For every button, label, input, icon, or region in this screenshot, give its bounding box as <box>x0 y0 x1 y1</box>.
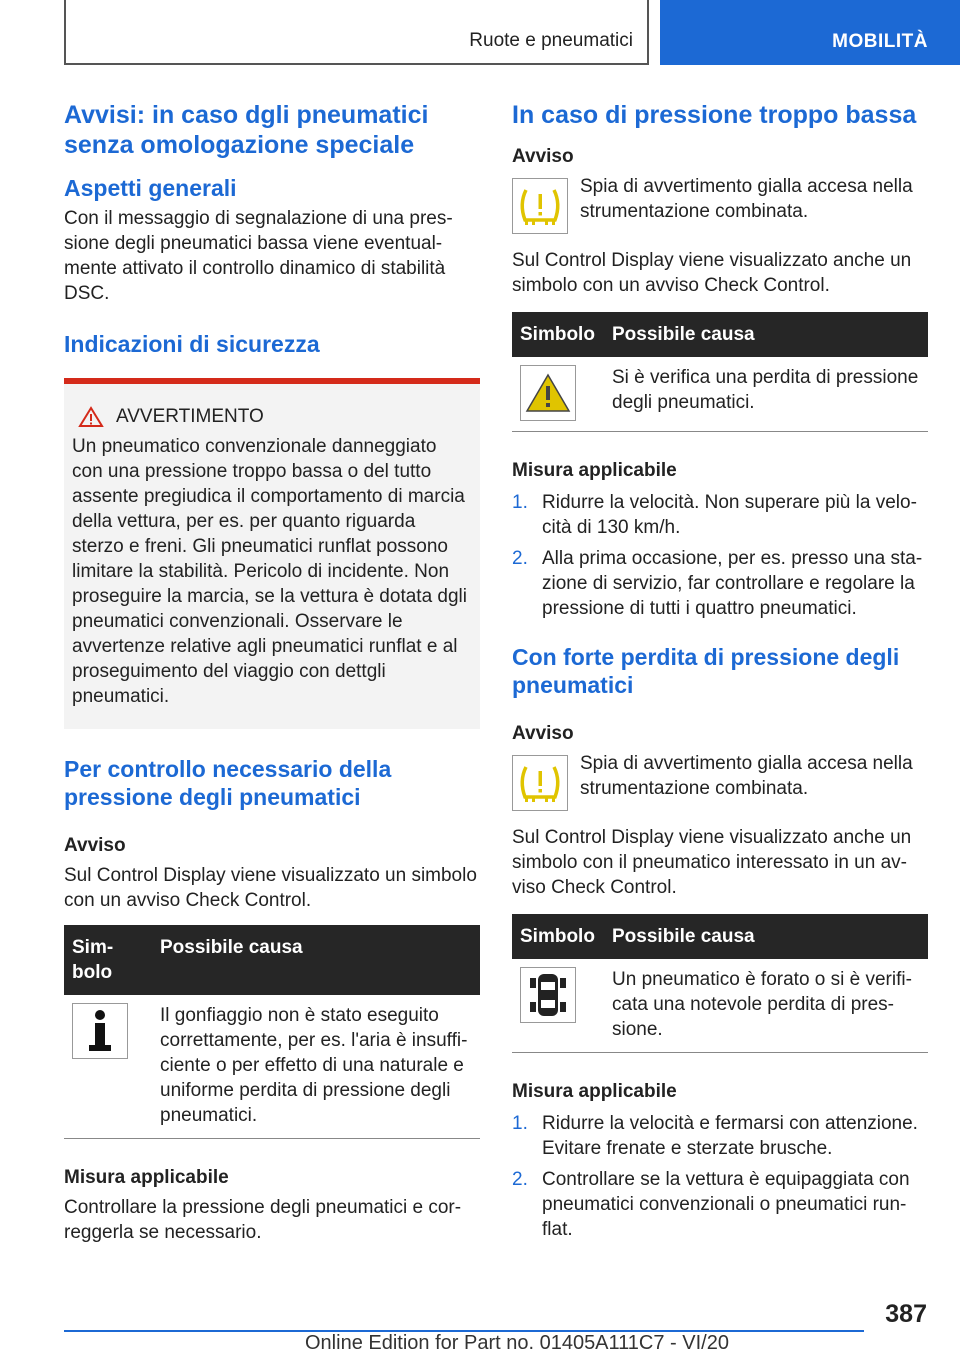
table-header-cause: Possibile causa <box>604 914 928 959</box>
list-item: 2. Alla prima occasione, per es. presso una sta-zione di servizio, far controllare e regolare la pressione di tutti i quattro pneumatici. <box>512 548 923 619</box>
list-item: 2. Controllare se la vettura è equipaggiata con pneumatici convenzionali o pneumatici run-flat. <box>512 1169 910 1240</box>
table-row <box>64 995 480 1139</box>
warning-yellow-icon <box>520 365 576 421</box>
symbol-table-low <box>512 312 928 432</box>
footer-edition: Online Edition for Part no. 01405A111C7 - VI/20 <box>305 1332 729 1354</box>
table-row <box>512 357 928 432</box>
symbol-table-loss <box>512 914 928 1053</box>
list-item: 1. Ridurre la velocità e fermarsi con attenzione. Evitare frenate e sterzate brusche. <box>512 1113 918 1159</box>
measure-text: Controllare la pressione degli pneumatici e cor-reggerla se necessario. <box>64 1197 462 1243</box>
lamp-text-1: Spia di avvertimento gialla accesa nella strumentazione combinata. <box>580 176 913 222</box>
left-column <box>64 100 480 1245</box>
general-heading: Aspetti generali <box>64 175 237 201</box>
loss-heading: Con forte perdita di pressione degli pneumatici <box>512 644 900 698</box>
warning-box <box>64 378 480 729</box>
notice-text: Sul Control Display viene visualizzato un simbolo con un avviso Check Control. <box>64 865 477 911</box>
table-header-cause: Possibile causa <box>604 312 928 357</box>
symbol-table-info <box>64 925 480 1139</box>
tire-pressure-lamp-icon <box>512 178 568 234</box>
warning-label: AVVERTIMENTO <box>116 406 264 427</box>
page-number: 387 <box>885 1300 927 1328</box>
safety-heading: Indicazioni di sicurezza <box>64 331 320 357</box>
notice-label-1: Avviso <box>512 146 574 167</box>
list-item: 1. Ridurre la velocità. Non superare più la velo-cità di 130 km/h. <box>512 492 917 538</box>
check-heading: Per controllo necessario della pressione degli pneumatici <box>64 756 392 810</box>
tire-pressure-lamp-icon <box>512 755 568 811</box>
table-header-symbol: Sim-bolo <box>64 925 152 995</box>
right-column <box>512 100 928 1248</box>
notice-label: Avviso <box>64 835 126 856</box>
lamp-text-2: Spia di avvertimento gialla accesa nella strumentazione combinata. <box>580 753 913 799</box>
table-cell-cause: Si è verifica una perdita di pressione degli pneumatici. <box>604 357 928 432</box>
info-icon <box>72 1003 128 1059</box>
page-title: Avvisi: in caso dgli pneumatici senza omologazione speciale <box>64 101 429 159</box>
table-header-cause: Possibile causa <box>152 925 480 995</box>
measure-heading-2: Misura applicabile <box>512 1081 677 1102</box>
measure-heading: Misura applicabile <box>64 1167 229 1188</box>
general-text: Con il messaggio di segnalazione di una pres-sione degli pneumatici bassa viene eventual-mente attivato il controllo dinamico di stabilità DSC. <box>64 208 453 304</box>
car-tire-icon <box>520 967 576 1023</box>
header-section-title: Ruote e pneumatici <box>469 30 633 51</box>
warning-text: Un pneumatico convenzionale danneggiato con una pressione troppo bassa o del tutto assente pregiudica il comportamento di marcia della vettura, per es. per quanto riguarda sterzo e freni. Gli pneumatici runflat possono limitare la stabilità. Pericolo di incidente. Non proseguire la marcia, se la vettura è dotata dgli pneumatici convenzionali. Osservare le avvertenze relative agli pneumatici runflat e al proseguimento del viaggio con dettgli pneumatici. <box>72 436 467 707</box>
steps-list-1 <box>512 490 928 621</box>
header-chapter-title: MOBILITÀ <box>832 31 928 52</box>
header-chapter-tab[interactable] <box>660 0 960 65</box>
table-header-symbol: Simbolo <box>512 312 604 357</box>
cd-text-1: Sul Control Display viene visualizzato anche un simbolo con un avviso Check Control. <box>512 250 912 296</box>
header-section-box <box>64 0 649 65</box>
cd-text-2: Sul Control Display viene visualizzato anche un simbolo con il pneumatico interessato in un av-viso Check Control. <box>512 827 912 898</box>
measure-heading-1: Misura applicabile <box>512 460 677 481</box>
warning-triangle-icon <box>78 406 104 428</box>
table-cell-cause: Il gonfiaggio non è stato eseguito correttamente, per es. l'aria è insuffi-ciente o per effetto di una naturale e uniforme perdita di pressione degli pneumatici. <box>152 995 480 1139</box>
notice-label-2: Avviso <box>512 723 574 744</box>
low-pressure-heading: In caso di pressione troppo bassa <box>512 101 917 129</box>
steps-list-2 <box>512 1111 928 1242</box>
table-header-symbol: Simbolo <box>512 914 604 959</box>
table-row <box>512 959 928 1053</box>
table-cell-cause: Un pneumatico è forato o si è verifi-cata una notevole perdita di pres-sione. <box>604 959 928 1053</box>
